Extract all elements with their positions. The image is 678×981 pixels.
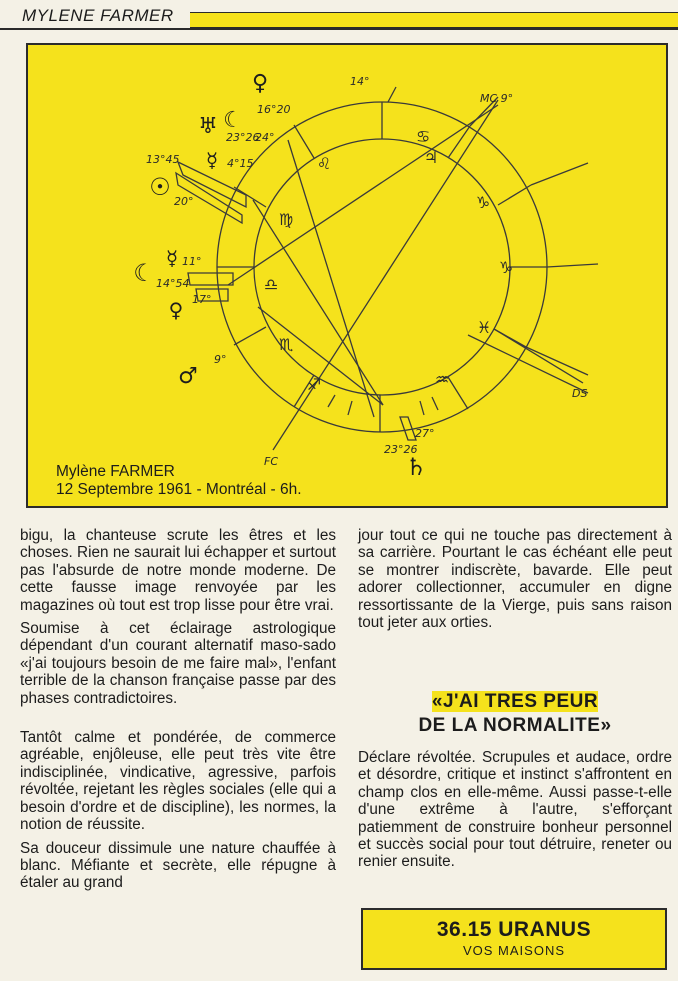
- planet-venus: ♀: [251, 71, 269, 96]
- left-paragraph-3: Tantôt calme et pondérée, de commerce agréable, enjôleuse, elle peut très vite être indisciplinée, vindicative, agressive, parfois révoltée, rejetant les règles sociales (elle qui a besoin d'ordre et de discipline), les normes, la notion de réussite.: [20, 729, 336, 834]
- ring-tick: [348, 401, 352, 415]
- label-deg13-45: 13°45: [146, 153, 180, 166]
- label-deg14-54: 14°54: [156, 277, 190, 290]
- promo-main: 36.15 URANUS: [436, 918, 592, 941]
- planet-neptune: ☿: [205, 148, 219, 172]
- sign-sagittarius: ♐: [306, 375, 322, 394]
- pull-quote-headline: [358, 690, 672, 738]
- headline-line-1: «J'AI TRES PEUR: [431, 691, 599, 712]
- cusp-line: [294, 125, 314, 158]
- header-title: MYLENE FARMER: [0, 4, 188, 28]
- ring-tick: [420, 401, 424, 415]
- headline-line-2: DE LA NORMALITE»: [418, 715, 612, 736]
- cusp-line: [234, 327, 266, 345]
- label-deg20: 20°: [174, 195, 194, 208]
- astrology-chart-box: [26, 43, 668, 508]
- ring-tick: [328, 395, 335, 407]
- house-line: [388, 87, 396, 102]
- left-paragraph-4: Sa douceur dissimule une nature chauffée à blanc. Méfiante et secrète, elle répugne à étaler au grand: [20, 839, 336, 892]
- label-mc: MC 9°: [480, 92, 514, 105]
- header-accent-bar: [190, 12, 678, 28]
- label-deg4-15: 4°15: [227, 157, 254, 170]
- right-column-body: Déclare révoltée. Scrupules et audace, ordre et désordre, critique et instinct s'affrontent en champ clos en elle-même. Aussi passe-t-elle d'une extrême à l'autre, s'efforçant patiemment de construire bonheur personnel et succès social pour tout détruire, reneter ou renier ensuite.: [358, 749, 672, 871]
- chart-caption: [56, 463, 302, 499]
- planet-saturn: ♄: [405, 453, 427, 481]
- label-deg16-20: 16°20: [257, 103, 291, 116]
- caption-name: Mylène FARMER: [56, 463, 175, 480]
- label-deg11: 11°: [182, 255, 202, 268]
- planet-moon-top: ☾: [223, 108, 243, 133]
- left-column: [20, 527, 336, 898]
- sign-leo: ♌: [316, 154, 332, 173]
- astrology-chart: [28, 45, 666, 506]
- house-line: [531, 163, 588, 185]
- sign-pisces: ♓: [476, 318, 492, 337]
- label-fc: FC: [264, 455, 279, 468]
- label-deg23-26: 23°26: [226, 131, 260, 144]
- sign-sagittarius-r: ♑: [475, 193, 491, 212]
- label-deg14: 14°: [350, 75, 370, 88]
- right-paragraph-intro: jour tout ce qui ne touche pas directement à sa carrière. Pourtant le cas échéant elle peut se montrer indiscrète, bavarde. Elle peut adorer collectionner, accumuler en digne ressortissante de la Vierge, puis sans raison tout jeter aux orties.: [358, 527, 672, 632]
- ring-tick: [432, 397, 438, 410]
- sign-jupiter-house: ♃: [423, 148, 439, 167]
- label-deg24: 24°: [255, 131, 275, 144]
- left-paragraph-1: bigu, la chanteuse scrute les êtres et les choses. Rien ne saurait lui échapper et surtout pas l'absurde de notre monde moderne. De cette fausse image renvoyée par les magazines où tout est trop lisse pour être vrai.: [20, 527, 336, 614]
- caption-details: 12 Septembre 1961 - Montréal - 6h.: [56, 481, 302, 498]
- sign-scorpio: ♏: [278, 335, 294, 354]
- planet-mercury: ☿: [165, 246, 179, 270]
- cusp-line: [448, 377, 468, 409]
- outer-ring: [217, 102, 547, 432]
- sign-capricorn: ♑: [498, 258, 514, 277]
- planet-sun: ☉: [149, 173, 171, 201]
- header-rule: [0, 28, 678, 30]
- sign-virgo: ♍: [278, 210, 294, 229]
- cusp-line: [498, 185, 531, 205]
- hatch-mark: [188, 273, 233, 285]
- minitel-promo-box: [361, 908, 667, 970]
- house-line: [547, 264, 598, 267]
- sign-libra: ♎: [263, 275, 279, 294]
- left-paragraph-2: Soumise à cet éclairage astrologique dépendant d'un courant alternatif maso-sado «j'ai toujours besoin de me faire mal», l'enfant terrible de la chanson française passe par des phases contradictoires.: [20, 620, 336, 707]
- label-deg23-26b: 23°26: [384, 443, 418, 456]
- inner-ring: [254, 139, 510, 395]
- axis-mc-fc: [273, 100, 498, 450]
- label-ds: DS: [572, 387, 588, 400]
- planet-moon-left: ☾: [133, 259, 155, 287]
- label-deg27: 27°: [415, 427, 435, 440]
- label-deg17: 17°: [192, 293, 212, 306]
- house-line: [526, 347, 588, 375]
- right-column-intro: [358, 527, 672, 637]
- label-deg9: 9°: [214, 353, 227, 366]
- planet-venus-left: ♀: [168, 298, 184, 322]
- aspect-line: [288, 140, 374, 417]
- planet-mars: ♂: [178, 364, 198, 389]
- planet-uranus: ♅: [198, 114, 218, 139]
- promo-sub: VOS MAISONS: [462, 943, 566, 958]
- sign-cancer: ♋: [415, 127, 431, 146]
- sign-aquarius: ♒: [434, 370, 450, 389]
- page-header: [0, 0, 678, 32]
